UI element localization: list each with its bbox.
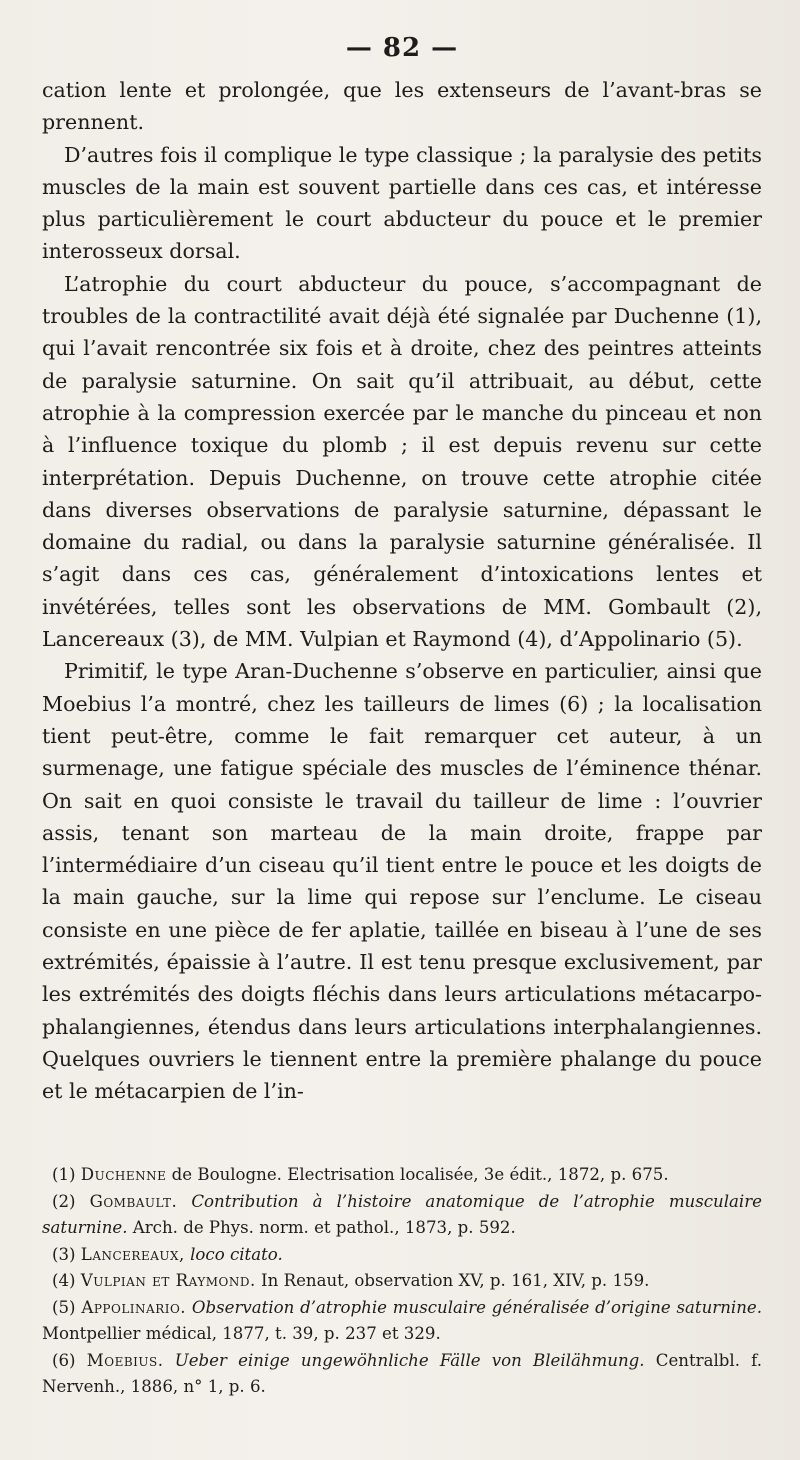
footnote-reference: de Boulogne. Electrisation localisée, 3e édit., 1872, p. 675. <box>166 1165 669 1184</box>
body-text <box>42 74 762 1108</box>
footnotes <box>42 1162 762 1401</box>
footnote-number: (6) <box>52 1350 76 1370</box>
footnote-number: (3) <box>52 1244 76 1264</box>
paragraph: D’autres fois il complique le type classique ; la paralysie des petits muscles de la main est souvent partielle dans ces cas, et intéresse plus particulièrement le court abducteur du pouce et le premier interosseux dorsal. <box>42 142 762 264</box>
paragraph: L’atrophie du court abducteur du pouce, s’accompagnant de troubles de la contractilité avait déjà été signalée par Duchenne (1), qui l’avait rencontrée six fois et à droite, chez des peintres atteints de paralysie saturnine. On sait qu’il attribuait, au début, cette atrophie à la compression exercée par le manche du pinceau et non à l’influence toxique du plomb ; il est depuis revenu sur cette interprétation. Depuis Duchenne, on trouve cette atrophie citée dans diverses observations de paralysie saturnine, dépassant le domaine du radial, ou dans la paralysie saturnine généralisée. Il s’agit dans ces cas, généralement d’intoxications lentes et invétérées, telles sont les observations de MM. Gombault (2), Lancereaux (3), de MM. Vulpian et Raymond (4), d’Appolinario (5). <box>42 271 762 652</box>
footnote-reference: In Renaut, observation XV, p. 161, XIV, p. 159. <box>255 1271 650 1290</box>
footnote <box>42 1189 762 1242</box>
footnote-author: Vulpian et Raymond. <box>80 1271 256 1290</box>
footnote <box>42 1242 762 1269</box>
footnote-number: (5) <box>52 1297 76 1317</box>
footnote-number: (1) <box>52 1165 76 1184</box>
footnote-author: Lancereaux, <box>80 1244 185 1264</box>
footnote-author: Gombault. <box>89 1191 178 1211</box>
footnote <box>42 1162 762 1189</box>
footnote-author: Appolinario. <box>81 1297 187 1317</box>
footnote-author: Duchenne <box>80 1165 167 1184</box>
footnote <box>42 1268 762 1295</box>
footnote-number: (2) <box>52 1191 76 1211</box>
footnote-reference: Montpellier médical, 1877, t. 39, p. 237 et 329. <box>42 1324 441 1343</box>
footnote <box>42 1348 762 1401</box>
footnote-title: Observation d’atrophie musculaire généralisée d’origine saturnine. <box>186 1297 762 1317</box>
footnote-reference: Arch. de Phys. norm. et pathol., 1873, p. 592. <box>127 1218 516 1237</box>
footnote-author: Moebius. <box>86 1350 164 1370</box>
footnote-reference: Centralbl. f. Nervenh., 1886, n° 1, p. 6. <box>42 1350 763 1396</box>
footnote <box>42 1295 762 1348</box>
paragraph: cation lente et prolongée, que les extenseurs de l’avant-bras se prennent. <box>42 78 762 135</box>
footnote-number: (4) <box>52 1271 76 1290</box>
footnote-title: Ueber einige ungewöhnliche Fälle von Bleilähmung. <box>163 1350 645 1370</box>
page-number: — 82 — <box>345 33 459 63</box>
footnote-title: Contribution à l’histoire anatomique de l’atrophie musculaire saturnine. <box>42 1191 762 1237</box>
paragraph: Primitif, le type Aran-Duchenne s’observe en particulier, ainsi que Moebius l’a montré, chez les tailleurs de limes (6) ; la localisation tient peut-être, comme le fait remarquer cet auteur, à un surmenage, une fatigue spéciale des muscles de l’éminence thénar. On sait en quoi consiste le travail du tailleur de lime : l’ouvrier assis, tenant son marteau de la main droite, frappe par l’intermédiaire d’un ciseau qu’il tient entre le pouce et les doigts de la main gauche, sur la lime qui repose sur l’enclume. Le ciseau consiste en une pièce de fer aplatie, taillée en biseau à l’une de ses extrémités, épaissie à l’autre. Il est tenu presque exclusivement, par les extrémités des doigts fléchis dans leurs articulations métacarpo-phalangiennes, étendus dans leurs articulations interphalangiennes. Quelques ouvriers le tiennent entre la première phalange du pouce et le métacarpien de l’in- <box>42 659 762 1104</box>
footnote-title: loco citato. <box>184 1244 283 1264</box>
